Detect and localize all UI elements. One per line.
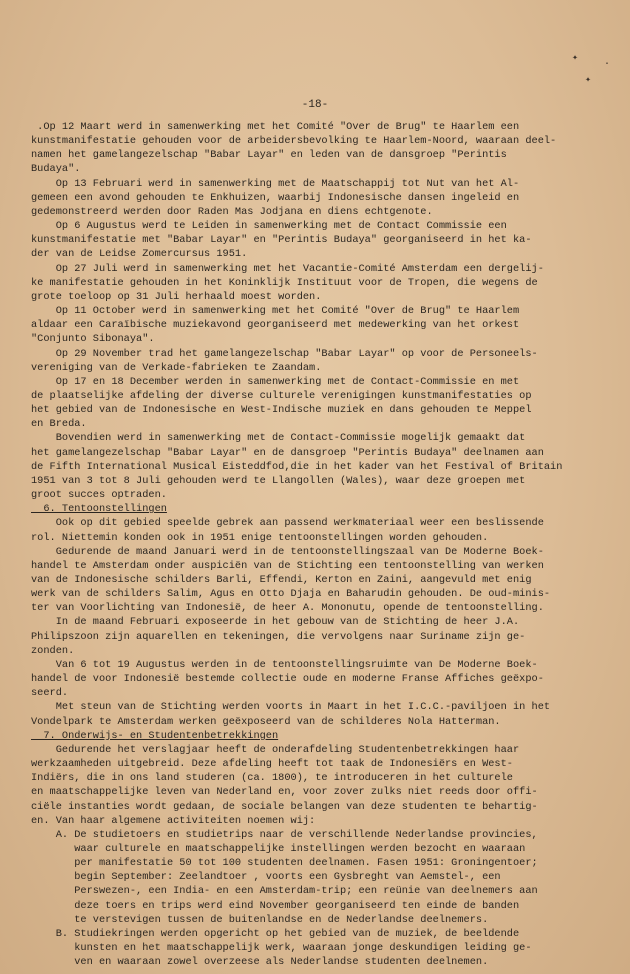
text-line: per manifestatie 50 tot 100 studenten deelnamen. Fasen 1951: Groningentoer;	[31, 857, 538, 870]
text-line: Op 11 October werd in samenwerking met het Comité "Over de Brug" te Haarlem	[31, 305, 520, 318]
text-line: ven en waaraan zowel overzeese als Nederlandse studenten deelnemen.	[31, 956, 489, 969]
text-line: kunstmanifestatie met "Babar Layar" en "Perintis Budaya" georganiseerd in het ka-	[31, 234, 532, 247]
text-line: zonden.	[31, 644, 75, 657]
text-line: groot succes optraden.	[31, 489, 167, 502]
printer-mark-icon: ·	[604, 59, 611, 70]
text-line: waar culturele en maatschappelijke instellingen werden bezocht en waaraan	[31, 842, 526, 855]
section-heading-tentoonstellingen: 6. Tentoonstellingen	[31, 503, 167, 516]
text-line: aldaar een Caraïbische muziekavond georganiseerd met medewerking van het orkest	[31, 319, 520, 332]
section-heading-onderwijs: 7. Onderwijs- en Studentenbetrekkingen	[31, 729, 279, 742]
text-line: "Conjunto Sibonaya".	[31, 333, 155, 346]
text-line: deze toers en trips werd eind November georganiseerd ten einde de banden	[31, 899, 520, 912]
text-line: de Fifth International Musical Eisteddfod,die in het kader van het Festival of Britain	[31, 460, 563, 473]
text-line: ciële instanties wordt gedaan, de sociale belangen van deze studenten te behartig-	[31, 800, 538, 813]
text-line: ter van Voorlichting van Indonesië, de heer A. Mononutu, opende de tentoonstelling.	[31, 602, 544, 615]
text-line: Budaya".	[31, 163, 81, 176]
printer-mark-icon: ✦	[572, 53, 579, 64]
text-line: gedemonstreerd werden door Raden Mas Jodjana en diens echtgenote.	[31, 205, 433, 218]
text-line: kunsten en het maatschappelijk werk, waaraan jonge deskundigen leiding ge-	[31, 942, 532, 955]
text-line: Indiërs, die in ons land studeren (ca. 1800), te introduceren in het culturele	[31, 772, 513, 785]
text-line: rol. Niettemin konden ook in 1951 enige tentoonstellingen worden gehouden.	[31, 531, 489, 544]
text-line: Perswezen-, een India- en een Amsterdam-trip; een reünie van deelnemers aan	[31, 885, 538, 898]
text-line: kunstmanifestatie gehouden voor de arbeidersbevolking te Haarlem-Noord, waaraan deel-	[31, 135, 557, 148]
text-line: Op 13 Februari werd in samenwerking met de Maatschappij tot Nut van het Al-	[31, 177, 520, 190]
text-line: namen het gamelangezelschap "Babar Layar" en leden van de dansgroep "Perintis	[31, 149, 507, 162]
text-line: .Op 12 Maart werd in samenwerking met het Comité "Over de Brug" te Haarlem een	[31, 121, 520, 133]
text-line: ke manifestatie gehouden in het Koninklijk Instituut voor de Tropen, die wegens de	[31, 276, 538, 289]
document-body	[31, 120, 611, 969]
list-item-a: A. De studietoers en studietrips naar de verschillende Nederlandse provincies,	[31, 828, 538, 841]
text-line: Philipszoon zijn aquarellen en tekeningen, die vervolgens naar Suriname zijn ge-	[31, 630, 526, 643]
text-line: en. Van haar algemene activiteiten noemen wij:	[31, 814, 316, 827]
text-line: Van 6 tot 19 Augustus werden in de tentoonstellingsruimte van De Moderne Boek-	[31, 658, 538, 671]
text-line: Op 29 November trad het gamelangezelschap "Babar Layar" op voor de Personeels-	[31, 347, 538, 360]
text-line: werkzaamheden uitgebreid. Deze afdeling heeft tot taak de Indonesiërs en West-	[31, 758, 513, 771]
text-line: In de maand Februari exposeerde in het gebouw van de Stichting de heer J.A.	[31, 616, 520, 629]
text-line: 1951 van 3 tot 8 Juli gehouden werd te Llangollen (Wales), waar deze groepen met	[31, 474, 526, 487]
text-line: het gebied van de Indonesische en West-Indische muziek en dans gehouden te Meppel	[31, 404, 532, 417]
text-line: begin September: Zeelandtoer , voorts een Gysbreght van Aemstel-, een	[31, 871, 501, 884]
text-line: Vondelpark te Amsterdam werken geëxposeerd van de schilderes Nola Hatterman.	[31, 715, 501, 728]
page-number: -18-	[301, 99, 329, 111]
text-line: Gedurende de maand Januari werd in de tentoonstellingszaal van De Moderne Boek-	[31, 545, 544, 558]
list-item-b: B. Studiekringen werden opgericht op het gebied van de muziek, de beeldende	[31, 927, 520, 940]
text-line: Bovendien werd in samenwerking met de Contact-Commissie mogelijk gemaakt dat	[31, 432, 526, 445]
text-line: Op 6 Augustus werd te Leiden in samenwerking met de Contact Commissie een	[31, 220, 507, 233]
text-line: te verstevigen tussen de buitenlandse en de Nederlandse deelnemers.	[31, 913, 489, 926]
text-line: grote toeloop op 31 Juli herhaald moest worden.	[31, 290, 322, 303]
text-line: Gedurende het verslagjaar heeft de onderafdeling Studentenbetrekkingen haar	[31, 743, 520, 756]
text-line: Op 27 Juli werd in samenwerking met het Vacantie-Comité Amsterdam een dergelij-	[31, 262, 544, 275]
text-line: en Breda.	[31, 418, 87, 431]
text-line: Met steun van de Stichting werden voorts in Maart in het I.C.C.-paviljoen in het	[31, 701, 551, 714]
text-line: handel te Amsterdam onder auspiciën van de Stichting een tentoonstelling van werken	[31, 559, 544, 572]
text-line: gemeen een avond gehouden te Enkhuizen, waarbij Indonesische dansen ingeleid en	[31, 191, 520, 204]
text-line: de plaatselijke afdeling der diverse culturele verenigingen kunstmanifestaties op	[31, 389, 532, 402]
text-line: het gamelangezelschap "Babar Layar" en de dansgroep "Perintis Budaya" deelnamen aan	[31, 446, 544, 459]
text-line: Op 17 en 18 December werden in samenwerking met de Contact-Commissie en met	[31, 375, 520, 388]
printer-mark-icon: ✦	[585, 75, 592, 86]
text-line: Ook op dit gebied speelde gebrek aan passend werkmateriaal weer een beslissende	[31, 517, 544, 530]
text-line: vereniging van de Verkade-fabrieken te Zaandam.	[31, 361, 322, 374]
text-line: seerd.	[31, 687, 69, 700]
text-line: werk van de schilders Salim, Agus en Otto Djaja en Baharudin gehouden. De oud-minis-	[31, 588, 551, 601]
text-line: van de Indonesische schilders Barli, Effendi, Kerton en Zaini, aangevuld met enig	[31, 574, 532, 586]
text-line: en maatschappelijke leven van Nederland en, voor zover zulks niet reeds door offi-	[31, 786, 538, 799]
text-line: handel de voor Indonesië bestemde collectie oude en moderne Franse Affiches geëxpo-	[31, 673, 544, 686]
text-line: der van de Leidse Zomercursus 1951.	[31, 248, 248, 261]
